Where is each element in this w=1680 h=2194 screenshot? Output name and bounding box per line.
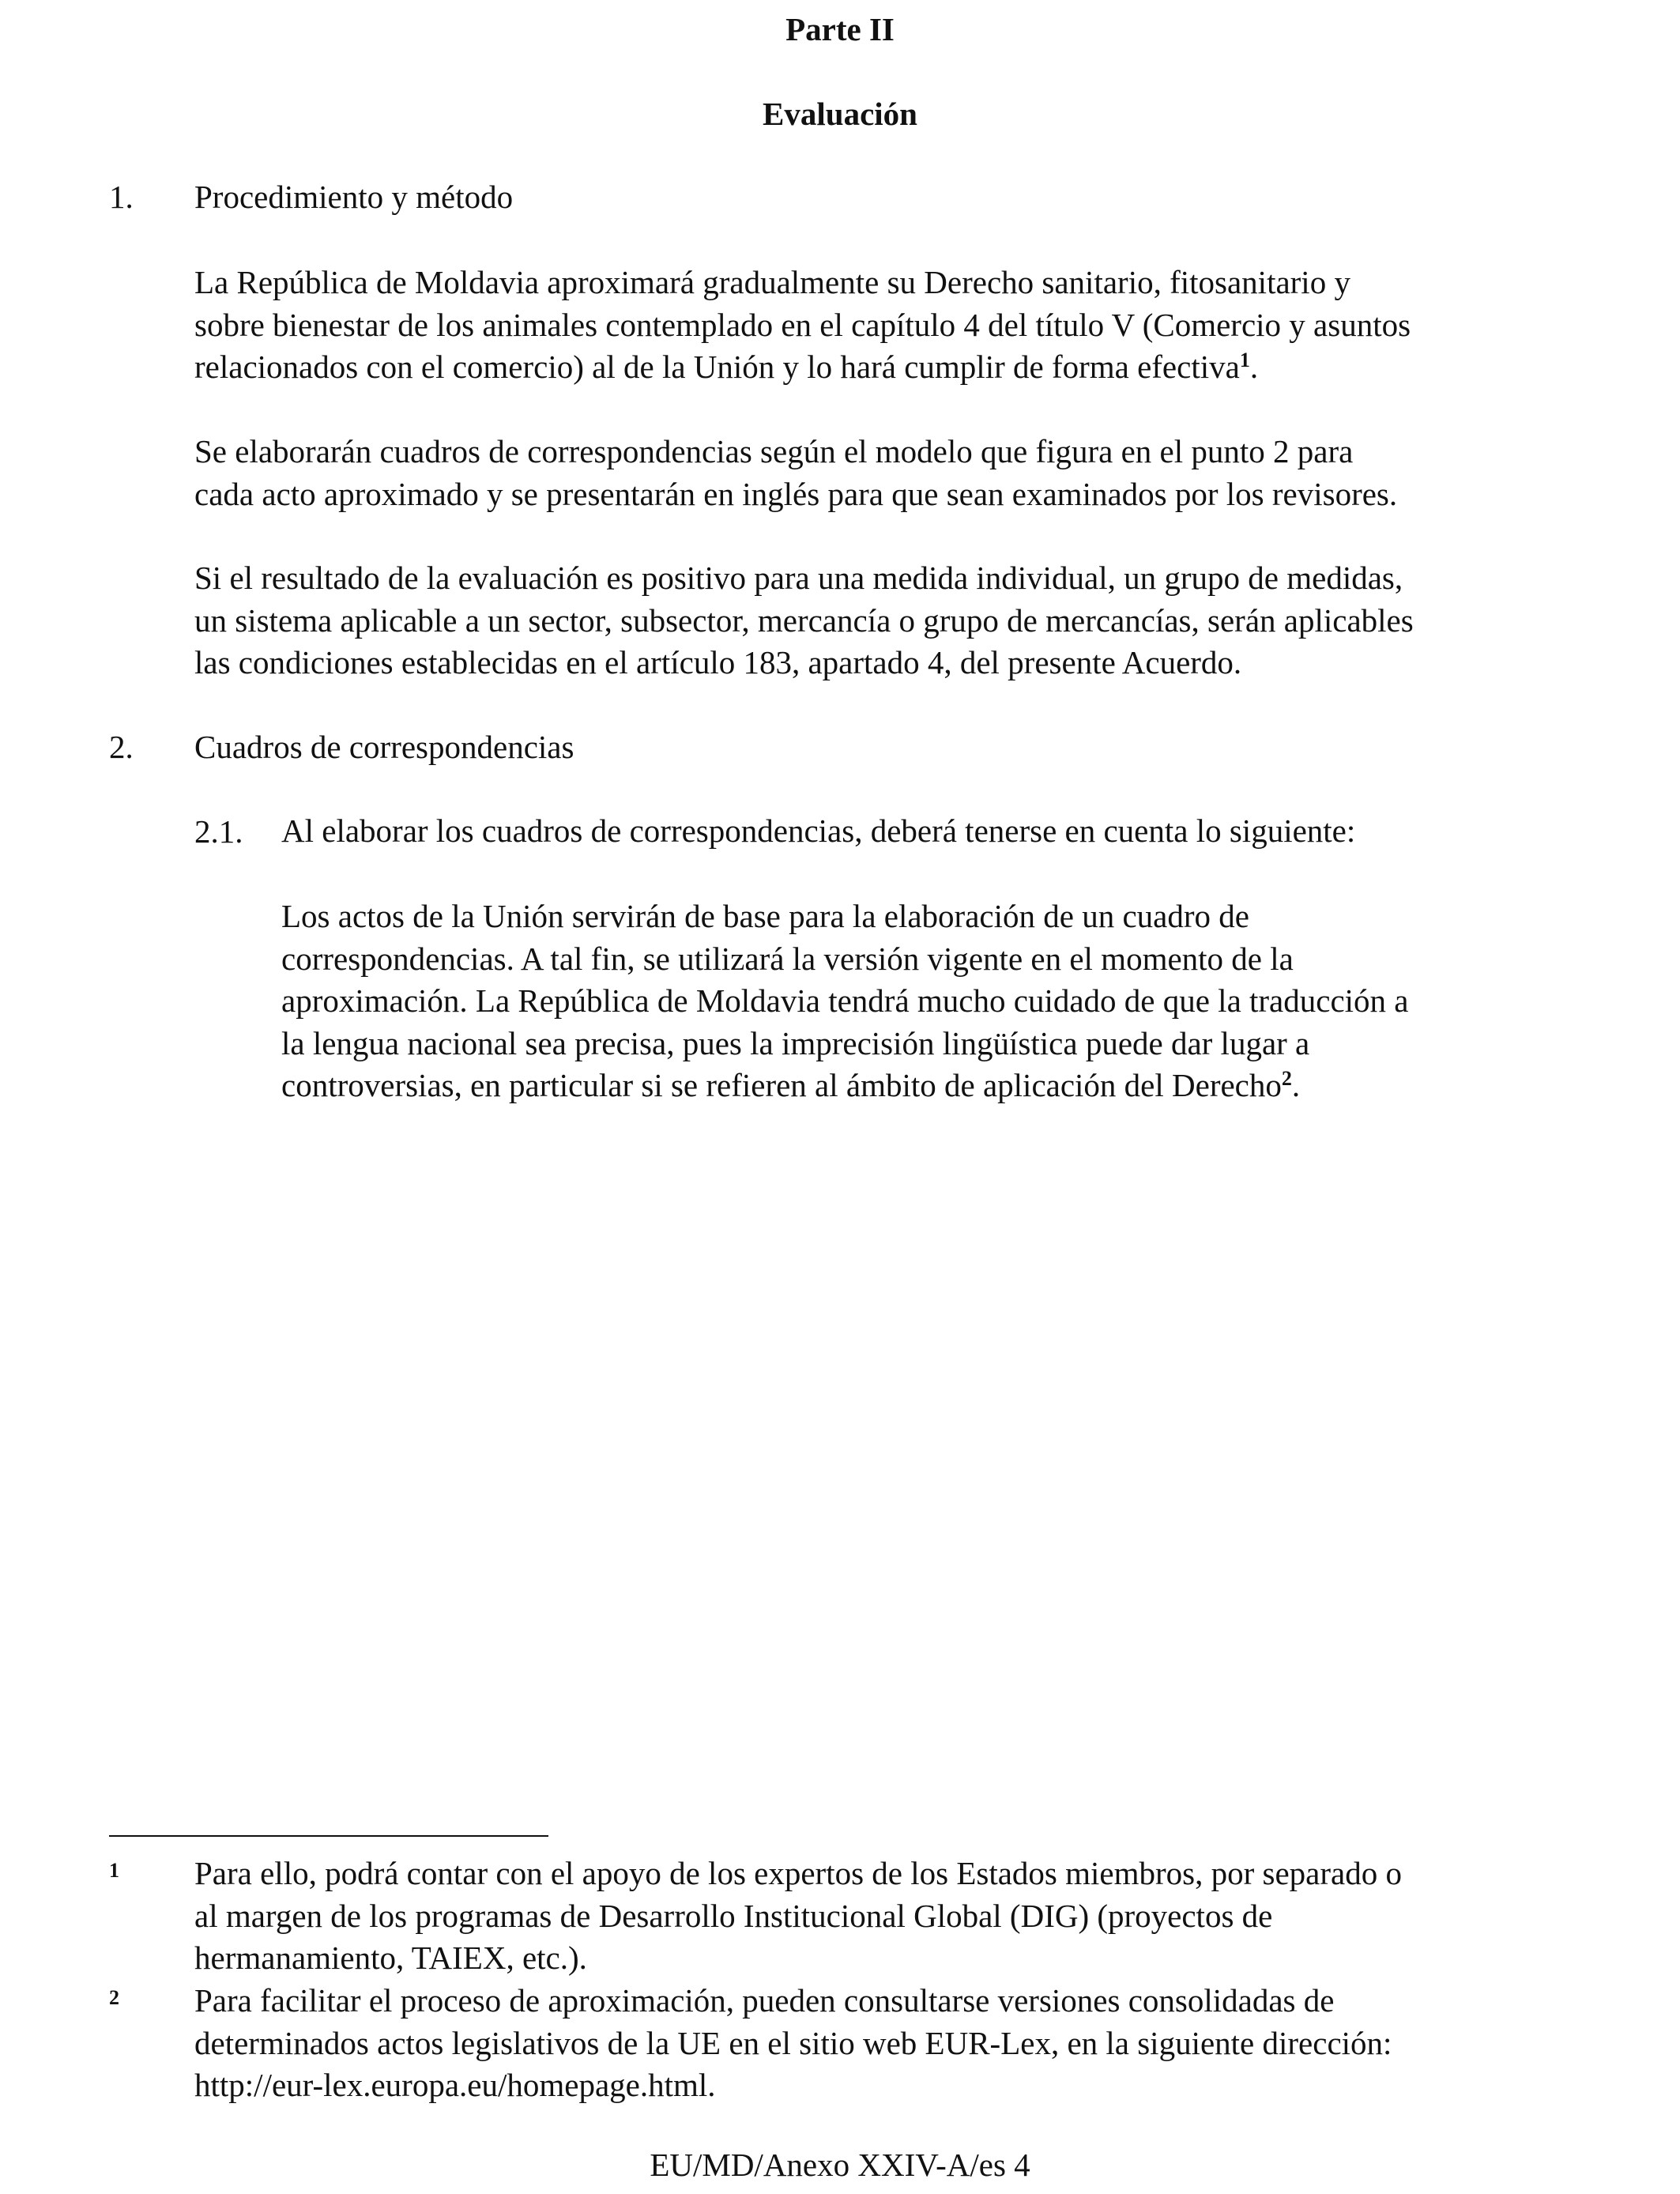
section-1-paragraph-1 — [194, 262, 1601, 389]
section-2-heading: Cuadros de correspondencias — [194, 729, 574, 765]
paragraph-line: La República de Moldavia aproximará gradualmente su Derecho sanitario, fitosanitario y — [194, 264, 1350, 300]
paragraph-line — [194, 346, 1601, 389]
evaluation-title: Evaluación — [763, 96, 917, 132]
footnote-2-number: 2 — [109, 1986, 119, 2009]
page-footer-reference: EU/MD/Anexo XXIV-A/es 4 — [650, 2147, 1030, 2183]
section-1-heading: Procedimiento y método — [194, 179, 514, 215]
subsection-2-1-intro — [281, 810, 1601, 853]
footnote-line: Para facilitar el proceso de aproximación, pueden consultarse versiones consolidadas de — [194, 1982, 1335, 2019]
paragraph-line: Al elaborar los cuadros de correspondencias, deberá tenerse en cuenta lo siguiente: — [281, 812, 1356, 849]
footnote-line: hermanamiento, TAIEX, etc.). — [194, 1940, 587, 1976]
footnote-line: http://eur-lex.europa.eu/homepage.html. — [194, 2067, 716, 2103]
footnote-1-text — [194, 1853, 1601, 1980]
paragraph-line: Si el resultado de la evaluación es positivo para una medida individual, un grupo de medidas, — [194, 560, 1403, 596]
paragraph-line: aproximación. La República de Moldavia tendrá mucho cuidado de que la traducción a — [281, 982, 1409, 1019]
paragraph-line: correspondencias. A tal fin, se utilizará la versión vigente en el momento de la — [281, 940, 1294, 977]
footnote-2-text — [194, 1980, 1601, 2107]
paragraph-line-tail: . — [1249, 349, 1259, 385]
paragraph-line: sobre bienestar de los animales contemplado en el capítulo 4 del título V (Comercio y asuntos — [194, 306, 1411, 343]
section-1-paragraph-3 — [194, 557, 1601, 684]
paragraph-line: las condiciones establecidas en el artículo 183, apartado 4, del presente Acuerdo. — [194, 644, 1242, 680]
paragraph-line-text: relacionados con el comercio) al de la Unión y lo hará cumplir de forma efectiva — [194, 349, 1240, 385]
paragraph-line: la lengua nacional sea precisa, pues la imprecisión lingüística puede dar lugar a — [281, 1024, 1310, 1061]
section-1-paragraph-2 — [194, 431, 1601, 515]
footnote-separator — [109, 1835, 548, 1837]
section-2-number: 2. — [109, 729, 134, 765]
footnote-line: determinados actos legislativos de la UE en el sitio web EUR-Lex, en la siguiente dirección: — [194, 2024, 1392, 2061]
paragraph-line: un sistema aplicable a un sector, subsector, mercancía o grupo de mercancías, serán aplicables — [194, 601, 1414, 639]
paragraph-line — [281, 1065, 1601, 1107]
section-1-number: 1. — [109, 179, 134, 215]
paragraph-line: Los actos de la Unión servirán de base para la elaboración de un cuadro de — [281, 898, 1249, 934]
footnote-ref-1[interactable]: 1 — [1239, 349, 1250, 371]
subsection-2-1-number: 2.1. — [194, 813, 243, 850]
paragraph-line: Se elaborarán cuadros de correspondencias según el modelo que figura en el punto 2 para — [194, 433, 1354, 469]
paragraph-line-text: controversias, en particular si se refieren al ámbito de aplicación del Derecho — [281, 1067, 1282, 1103]
paragraph-line: cada acto aproximado y se presentarán en inglés para que sean examinados por los revisores. — [194, 475, 1398, 512]
footnote-ref-2[interactable]: 2 — [1281, 1067, 1292, 1090]
footnote-line: al margen de los programas de Desarrollo Institucional Global (DIG) (proyectos de — [194, 1897, 1273, 1934]
footnote-1-number: 1 — [109, 1859, 119, 1882]
paragraph-line-tail: . — [1291, 1067, 1301, 1103]
part-title: Parte II — [785, 11, 895, 47]
subsection-2-1-body — [281, 895, 1601, 1107]
footnote-line: Para ello, podrá contar con el apoyo de los expertos de los Estados miembros, por separado o — [194, 1855, 1402, 1891]
